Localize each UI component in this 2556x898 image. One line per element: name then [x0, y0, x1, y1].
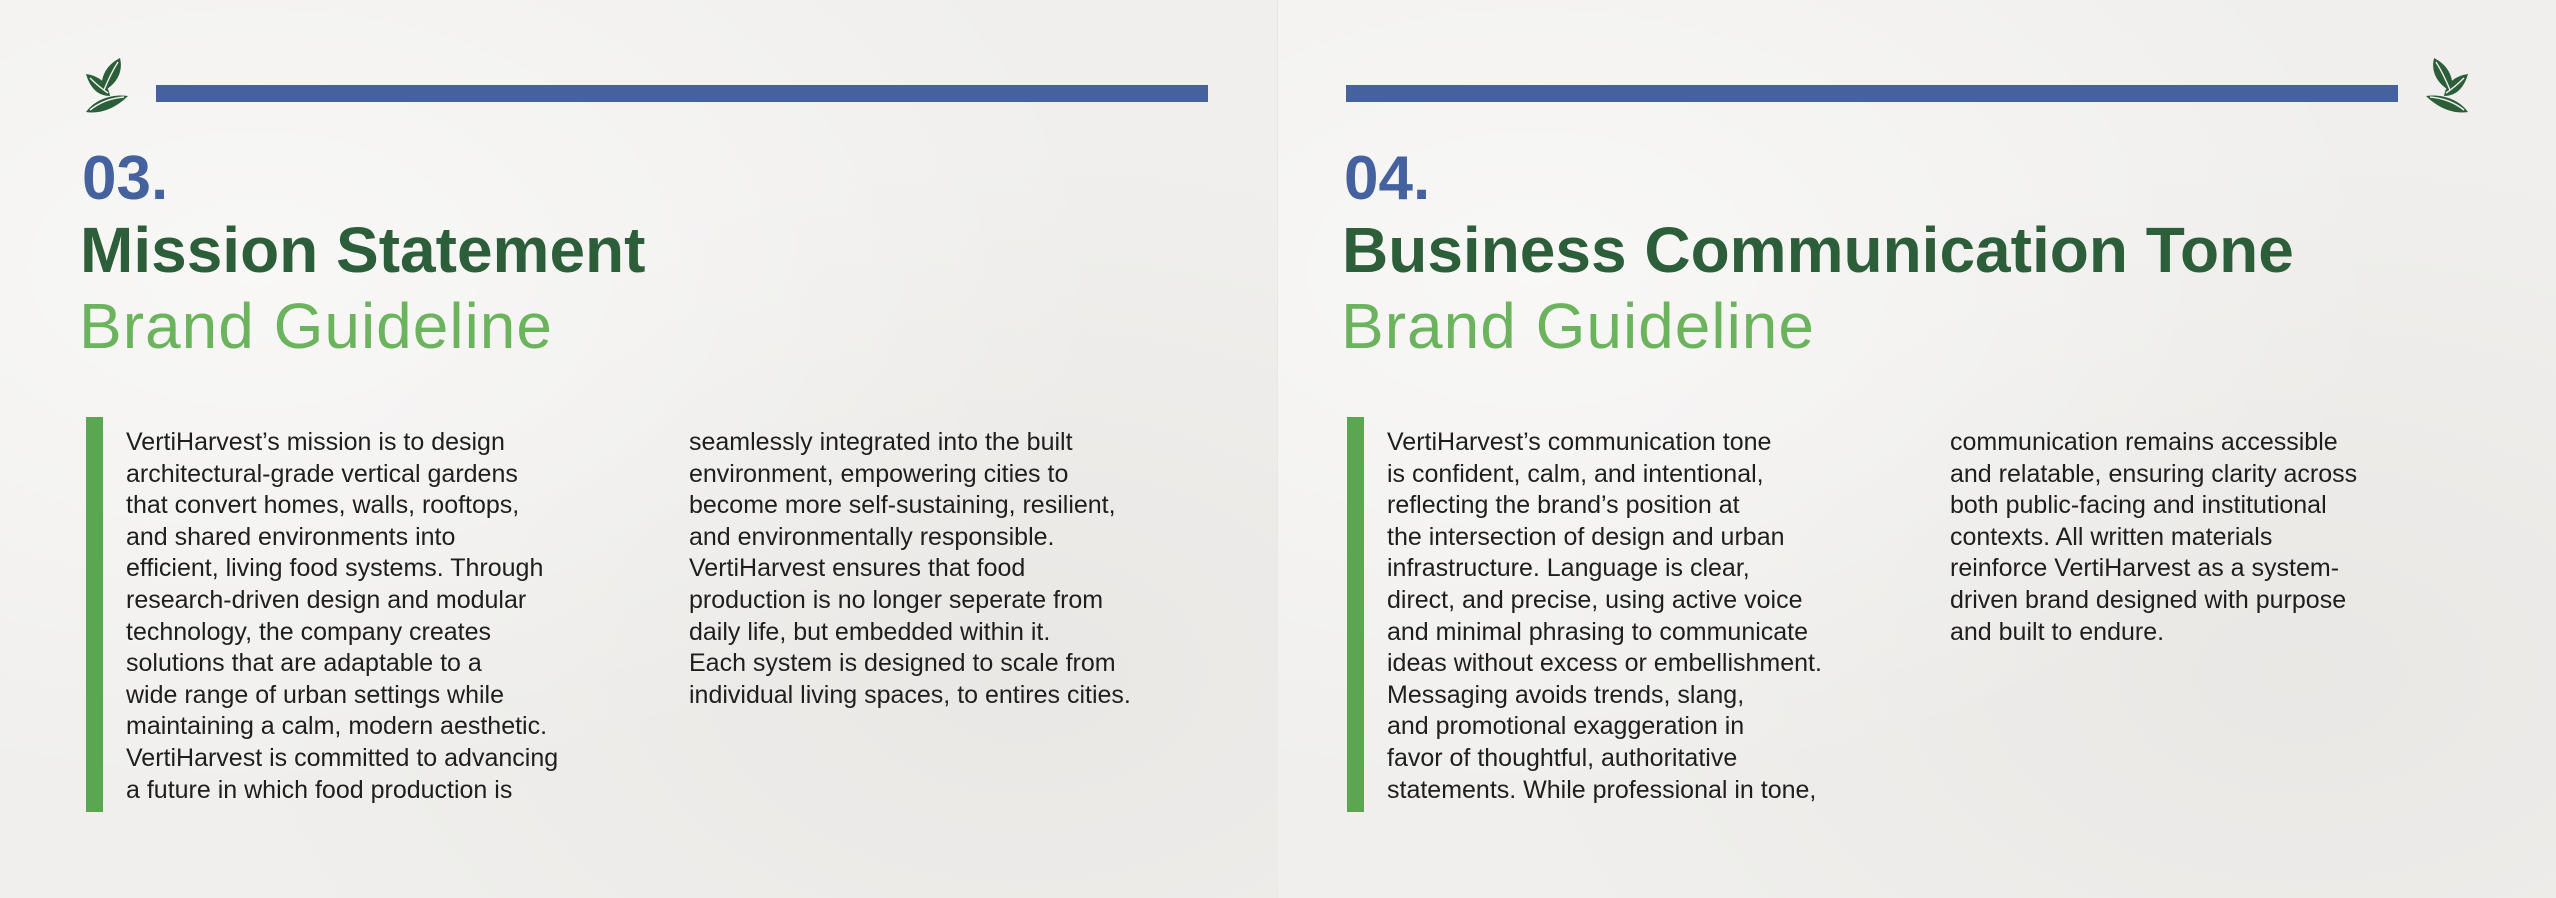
body-line: wide range of urban settings while — [126, 680, 505, 709]
accent-bar — [1347, 417, 1364, 812]
body-line: the intersection of design and urban — [1387, 522, 1785, 551]
body-line: reinforce VertiHarvest as a system- — [1950, 554, 2340, 583]
body-line: architectural-grade vertical gardens — [126, 459, 518, 488]
body-line: ideas without excess or embellishment. — [1387, 649, 1822, 678]
body-line: contexts. All written materials — [1950, 522, 2273, 551]
body-line: communication remains accessible — [1950, 428, 2338, 456]
section-title: Business Communication Tone — [1342, 214, 2294, 286]
top-rule — [156, 85, 1208, 102]
top-rule — [1346, 85, 2398, 102]
body-line: Each system is designed to scale from — [689, 649, 1116, 678]
body-line: seamlessly integrated into the built — [689, 428, 1073, 456]
leaf-icon — [80, 52, 146, 118]
section-subtitle: Brand Guideline — [79, 290, 553, 362]
body-line: and environmentally responsible. — [689, 522, 1055, 551]
body-line: VertiHarvest is committed to advancing — [126, 743, 559, 772]
section-title: Mission Statement — [80, 214, 646, 286]
body-line: driven brand designed with purpose — [1950, 585, 2347, 614]
section-number: 03. — [82, 144, 169, 213]
body-line: and shared environments into — [126, 522, 456, 551]
accent-bar — [86, 417, 103, 812]
body-line: both public-facing and institutional — [1950, 491, 2327, 520]
body-column-2 — [1950, 427, 2490, 648]
body-line: and built to endure. — [1950, 617, 2165, 646]
body-line: statements. While professional in tone, — [1387, 775, 1817, 804]
body-line: solutions that are adaptable to a — [126, 649, 482, 678]
body-line: environment, empowering cities to — [689, 459, 1069, 488]
body-line: and minimal phrasing to communicate — [1387, 617, 1809, 646]
body-line: efficient, living food systems. Through — [126, 554, 544, 583]
right-page — [1278, 0, 2556, 898]
leaf-icon — [2408, 52, 2474, 118]
body-column-1 — [126, 427, 666, 806]
body-line: and relatable, ensuring clarity across — [1950, 459, 2358, 488]
body-line: research-driven design and modular — [126, 585, 527, 614]
body-line: and promotional exaggeration in — [1387, 712, 1745, 741]
body-line: production is no longer seperate from — [689, 585, 1104, 614]
body-line: is confident, calm, and intentional, — [1387, 459, 1764, 488]
section-subtitle: Brand Guideline — [1341, 290, 1815, 362]
body-line: individual living spaces, to entires cities. — [689, 680, 1131, 709]
body-line: VertiHarvest’s communication tone — [1387, 428, 1772, 456]
body-line: reflecting the brand’s position at — [1387, 491, 1740, 520]
body-line: a future in which food production is — [126, 775, 513, 804]
body-line: daily life, but embedded within it. — [689, 617, 1051, 646]
body-line: VertiHarvest ensures that food — [689, 554, 1026, 583]
body-column-2 — [689, 427, 1229, 711]
section-number: 04. — [1344, 144, 1431, 213]
body-line: Messaging avoids trends, slang, — [1387, 680, 1745, 709]
body-line: favor of thoughtful, authoritative — [1387, 743, 1738, 772]
body-column-1 — [1387, 427, 1927, 806]
body-line: VertiHarvest’s mission is to design — [126, 428, 505, 456]
body-line: maintaining a calm, modern aesthetic. — [126, 712, 548, 741]
body-line: direct, and precise, using active voice — [1387, 585, 1803, 614]
body-line: infrastructure. Language is clear, — [1387, 554, 1750, 583]
body-line: technology, the company creates — [126, 617, 492, 646]
body-line: become more self-sustaining, resilient, — [689, 491, 1116, 520]
body-line: that convert homes, walls, rooftops, — [126, 491, 520, 520]
